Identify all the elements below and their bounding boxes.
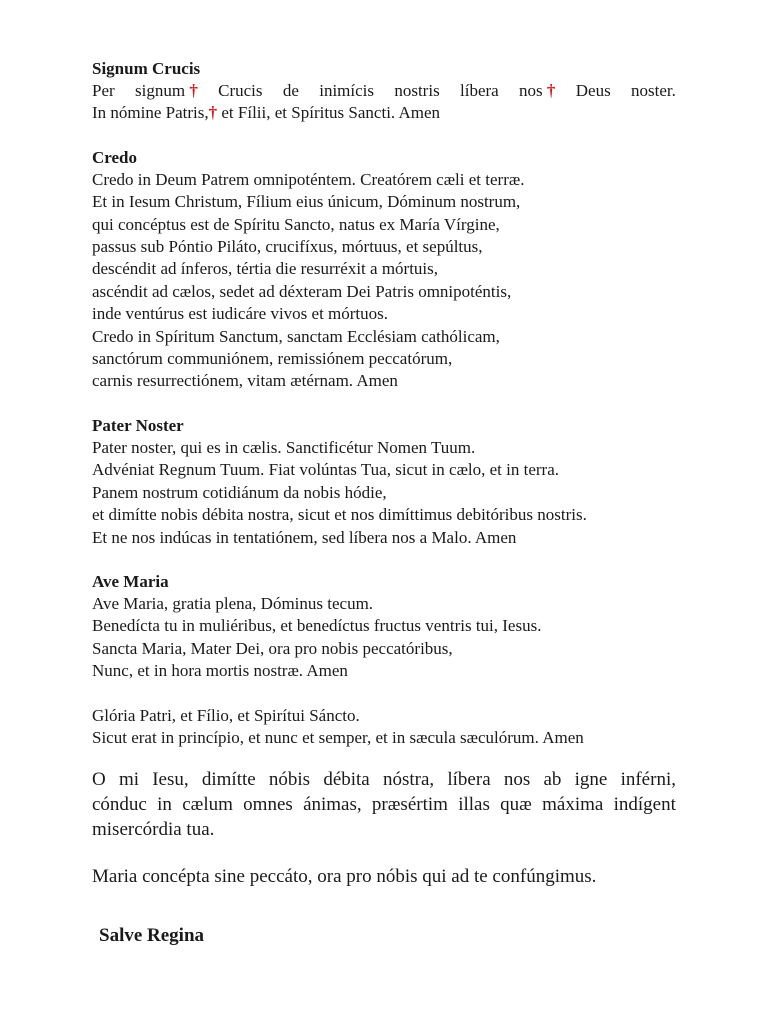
maria-concepta-line: Maria concépta sine peccáto, ora pro nóbis qui ad te confúngimus. — [92, 866, 597, 888]
fatima-line-2 — [92, 792, 676, 817]
gloria-line: Glória Patri, et Fílio, et Spirítui Sáncto. — [92, 705, 360, 725]
word: cælum — [182, 794, 233, 816]
fatima-line-1 — [92, 767, 676, 792]
pater-line: Pater noster, qui es in cælis. Sanctificétur Nomen Tuum. — [92, 437, 476, 457]
ave-maria-section — [92, 571, 676, 683]
gloria-line: Sicut erat in princípio, et nunc et semper, et in sæcula sæculórum. Amen — [92, 727, 584, 747]
credo-line: qui concéptus est de Spíritu Sancto, natus ex María Vírgine, — [92, 214, 500, 234]
word: ánimas, — [303, 794, 362, 816]
word: Deus — [575, 81, 611, 100]
credo-line: descéndit ad ínferos, tértia die resurréxit a mórtuis, — [92, 259, 439, 279]
section-heading-credo: Credo — [92, 147, 138, 167]
credo-line: inde ventúrus est iudicáre vivos et mórtuos. — [92, 304, 389, 324]
word: de — [282, 81, 299, 100]
credo-line: passus sub Póntio Piláto, crucifíxus, mórtuus, et sepúltus, — [92, 237, 483, 257]
ave-line: Ave Maria, gratia plena, Dóminus tecum. — [92, 593, 374, 613]
word: Crucis — [218, 81, 263, 100]
credo-line: ascéndit ad cælos, sedet ad déxteram Dei Patris omnipoténtis, — [92, 281, 512, 301]
credo-line: carnis resurrectiónem, vitam ætérnam. Amen — [92, 371, 398, 391]
word: quæ — [500, 794, 532, 816]
maria-concepta-section — [92, 864, 676, 889]
credo-line: Credo in Spíritum Sanctum, sanctam Ecclésiam cathólicam, — [92, 326, 500, 346]
word: mi — [118, 769, 140, 791]
credo-line: sanctórum communiónem, remissiónem peccatórum, — [92, 349, 453, 369]
word: líbera — [447, 769, 491, 791]
section-heading-pater: Pater Noster — [92, 415, 184, 435]
credo-section — [92, 147, 676, 393]
red-cross-icon: † — [546, 81, 556, 100]
signum-line-1 — [92, 80, 676, 102]
ave-line: Sancta Maria, Mater Dei, ora pro nobis peccatóribus, — [92, 638, 453, 658]
fatima-prayer-section — [92, 767, 676, 842]
word: nostris — [394, 81, 440, 100]
word: Iesu, — [152, 769, 189, 791]
pater-line: Et ne nos indúcas in tentatiónem, sed líbera nos a Malo. Amen — [92, 527, 517, 547]
red-cross-icon: † — [189, 81, 198, 100]
section-heading-salve: Salve Regina — [99, 925, 205, 946]
word: Per — [92, 81, 115, 100]
word: nóstra, — [382, 769, 435, 791]
word: omnes — [243, 794, 293, 816]
word: cónduc — [92, 794, 147, 816]
word: nos — [503, 769, 531, 791]
word: ab — [543, 769, 562, 791]
word: præsértim — [371, 794, 448, 816]
word: indígent — [613, 794, 676, 816]
fatima-line-3: misercórdia tua. — [92, 819, 215, 841]
word: in — [157, 794, 172, 816]
word: inimícis — [319, 81, 375, 100]
pater-line: Panem nostrum cotidiánum da nobis hódie, — [92, 482, 387, 502]
word: O — [92, 769, 106, 791]
red-cross-icon: † — [208, 103, 218, 123]
word: illas — [458, 794, 490, 816]
credo-line: Credo in Deum Patrem omnipoténtem. Creatórem cæli et terræ. — [92, 169, 525, 189]
pater-noster-section — [92, 415, 676, 549]
gloria-section — [92, 705, 676, 750]
credo-line: Et in Iesum Christum, Fílium eius únicum, Dóminum nostrum, — [92, 192, 521, 212]
section-heading-ave: Ave Maria — [92, 571, 169, 591]
ave-line: Benedícta tu in muliéribus, et benedíctus fructus ventris tui, Iesus. — [92, 616, 542, 636]
signum-word-with-cross: signum † — [135, 81, 198, 100]
word: máxima — [542, 794, 604, 816]
word: dimítte — [201, 769, 256, 791]
prayer-document — [92, 58, 676, 889]
word: débita — [323, 769, 370, 791]
pater-line: et dimítte nobis débita nostra, sicut et nos dimíttimus debitóribus nostris. — [92, 505, 587, 525]
ave-line: Nunc, et in hora mortis nostræ. Amen — [92, 661, 348, 681]
signum-crucis-section — [92, 58, 676, 125]
word: inférni, — [620, 769, 676, 791]
pater-line: Advéniat Regnum Tuum. Fiat volúntas Tua, sicut in cælo, et in terra. — [92, 460, 560, 480]
word: igne — [574, 769, 608, 791]
signum-word-with-cross: nos † — [519, 81, 556, 100]
word: noster. — [631, 81, 676, 100]
section-heading-signum: Signum Crucis — [92, 59, 201, 78]
signum-line-2: In nómine Patris,† et Fílii, et Spíritus Sancti. Amen — [92, 103, 441, 123]
word: nóbis — [268, 769, 311, 791]
word: líbera — [460, 81, 499, 100]
